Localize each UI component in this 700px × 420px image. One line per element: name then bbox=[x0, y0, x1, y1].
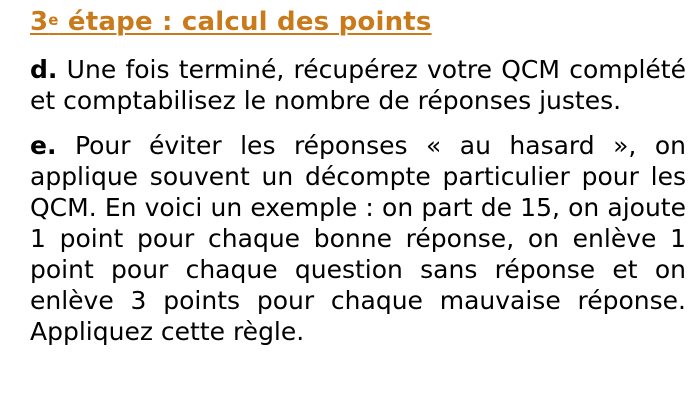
paragraph-letter: e. bbox=[30, 131, 57, 160]
paragraph-letter: d. bbox=[30, 55, 58, 84]
paragraph-text: Une fois terminé, récupérez votre QCM complété et comptabilisez le nombre de réponses justes. bbox=[30, 55, 686, 115]
heading-number: 3 bbox=[30, 7, 49, 37]
heading-superscript: e bbox=[48, 11, 59, 29]
paragraph-text: Pour éviter les réponses « au hasard », on applique souvent un décompte particulier pour les QCM. En voici un exemple : on part de 15, on ajoute 1 point pour chaque bonne réponse, on enlève 1 point pour chaque question sans réponse et on enlève 3 points pour chaque mauvaise réponse. Appliquez cette règle. bbox=[30, 131, 686, 346]
section-heading bbox=[30, 6, 686, 38]
paragraph-e bbox=[30, 130, 686, 347]
heading-text: étape : calcul des points bbox=[58, 7, 432, 37]
paragraph-d bbox=[30, 54, 686, 116]
